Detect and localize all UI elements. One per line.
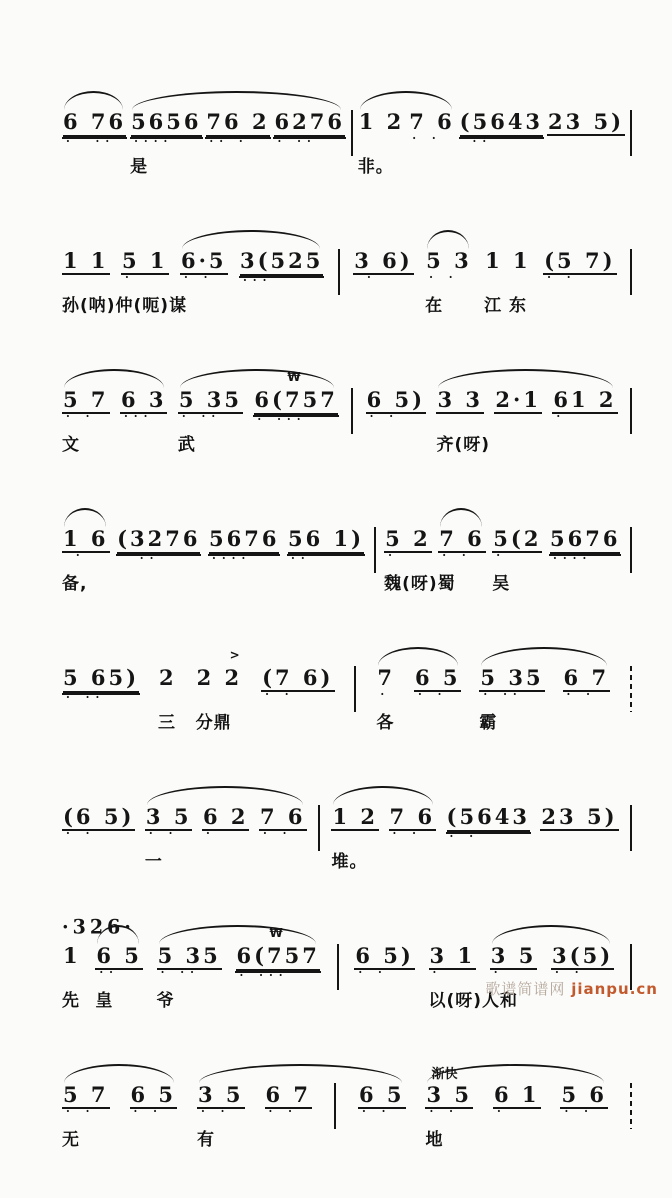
lyric-text: 武	[177, 435, 196, 455]
note-numbers: 5 35	[480, 665, 544, 690]
note-numbers: 1	[63, 943, 81, 968]
octave-dots	[158, 692, 178, 699]
note-group	[492, 526, 542, 594]
note-numbers: 6·5	[180, 248, 227, 273]
octave-dots: ·	[496, 549, 507, 562]
octave-dots	[62, 275, 110, 282]
note-numbers: 5(2	[493, 526, 542, 551]
note-numbers: 3(5)	[552, 943, 614, 968]
note-group	[62, 110, 127, 170]
note-numbers: 5 2	[385, 526, 431, 551]
note-numbers: 3 5	[426, 1082, 472, 1107]
note-group	[95, 943, 143, 1011]
note-numbers: 1 6	[63, 526, 109, 551]
slur-arc	[132, 91, 341, 110]
note-group	[62, 387, 110, 455]
note-group	[438, 527, 486, 587]
note-numbers: 1 2	[332, 804, 379, 829]
note-numbers: 5 1	[121, 248, 168, 273]
note-group	[494, 388, 542, 448]
music-line	[62, 86, 634, 188]
lyric-text: 在	[425, 296, 444, 316]
note-group	[425, 248, 473, 316]
octave-dots	[196, 692, 244, 699]
note-group	[121, 249, 169, 309]
note-numbers: (5643	[446, 805, 531, 834]
octave-dots: · ·	[268, 1105, 298, 1118]
octave-dots: ·· ·	[209, 135, 249, 148]
note-numbers: 5 3	[426, 248, 472, 273]
lyric-text: 吴	[492, 574, 511, 594]
octave-dots: ···	[242, 274, 273, 287]
octave-dots: ·	[388, 549, 398, 562]
note-numbers: 3 1	[429, 943, 476, 968]
lyric-text: 霸	[479, 713, 498, 733]
note-group	[62, 805, 135, 865]
note-numbers: 1 2	[358, 109, 405, 134]
octave-dots: · ·	[201, 1105, 231, 1118]
octave-dots: · ···	[239, 969, 289, 982]
barline	[630, 249, 632, 295]
note-group	[156, 943, 222, 1011]
note-numbers: 3(525	[239, 249, 324, 278]
slur-arc	[438, 369, 613, 388]
note-group	[366, 388, 426, 448]
octave-dots: · ·	[369, 410, 400, 423]
slur-arc	[64, 508, 106, 527]
note-group	[253, 370, 338, 448]
note-numbers: 6 5)	[355, 943, 414, 968]
note-numbers: (5643	[459, 110, 544, 139]
octave-dots: ··	[99, 966, 120, 979]
note-group	[459, 110, 544, 170]
lyric-text: 孙(呐)仲(呃)谋	[62, 296, 188, 316]
note-numbers: 6 5)	[366, 387, 426, 412]
note-group	[560, 1083, 608, 1143]
octave-dots	[358, 136, 406, 143]
note-numbers: 5 7	[63, 387, 109, 412]
octave-dots	[484, 275, 532, 282]
note-group	[354, 944, 414, 1004]
music-line	[62, 503, 634, 605]
octave-dots: · ···	[257, 413, 307, 426]
note-numbers: 6(757	[253, 388, 338, 417]
note-numbers: 7 6	[389, 804, 436, 829]
barline	[630, 388, 632, 434]
note-numbers: 6 1	[493, 1082, 540, 1107]
octave-dots: · ·	[265, 688, 295, 701]
octave-dots: ····	[134, 135, 174, 148]
slur-arc	[333, 786, 433, 805]
note-group	[493, 1083, 541, 1143]
octave-dots: · ··	[66, 135, 116, 148]
note-numbers: 6 5	[358, 1082, 405, 1107]
slur-arc	[481, 647, 607, 666]
note-group	[547, 110, 625, 170]
tempo-annotation: 渐快	[431, 1067, 458, 1082]
note-group	[265, 1083, 313, 1143]
note-numbers: 6 7	[265, 1082, 312, 1107]
note-numbers: 6 76	[62, 110, 127, 139]
music-line	[62, 364, 634, 466]
note-numbers: 5 65)	[62, 666, 140, 695]
note-numbers: (6 5)	[63, 804, 135, 829]
note-numbers: 76 2	[205, 110, 270, 139]
octave-dots: · ·	[547, 271, 577, 284]
note-numbers: 5676	[549, 527, 621, 556]
barline	[630, 110, 632, 156]
octave-dots: ·	[556, 410, 567, 423]
note-numbers: 23 5)	[541, 804, 618, 829]
octave-dots: ·	[66, 549, 86, 562]
note-numbers: 7 6	[439, 526, 485, 551]
note-numbers: 3 5	[490, 943, 537, 968]
barline	[338, 249, 340, 295]
note-numbers: (7 6)	[262, 665, 334, 690]
note-numbers: (5 7)	[544, 248, 616, 273]
octave-dots: · ·	[361, 1105, 392, 1118]
lyric-text: 齐(呀)	[436, 435, 491, 455]
lyric-text: 三	[158, 713, 177, 733]
octave-dots: · ·	[566, 688, 597, 701]
note-group	[208, 527, 280, 587]
note-numbers: 2 2	[196, 665, 243, 690]
note-numbers: 1 1	[63, 248, 109, 273]
octave-dots: · ·	[564, 1105, 594, 1118]
note-numbers: 5676	[208, 527, 280, 556]
note-group	[120, 388, 168, 448]
octave-dots: ··	[120, 552, 160, 565]
octave-dots: · ··	[181, 410, 222, 423]
octave-dots: · ·	[358, 966, 388, 979]
note-group	[287, 527, 365, 587]
octave-dots: · ··	[483, 688, 523, 701]
music-line	[62, 920, 634, 1022]
note-numbers: 2	[159, 665, 177, 690]
lyric-text: 备,	[62, 574, 88, 594]
dashed-barline	[630, 666, 632, 712]
note-group	[158, 665, 178, 733]
note-group	[62, 526, 110, 594]
note-group	[384, 526, 456, 594]
note-numbers: 6(757	[235, 944, 320, 973]
octave-dots: ·	[205, 827, 226, 840]
lyric-text: 魏(呀)蜀	[384, 574, 456, 594]
note-numbers: 5 35	[178, 387, 243, 412]
lyric-text: 江 东	[484, 296, 528, 316]
lyric-text: 文	[62, 435, 80, 455]
octave-dots: · ·	[66, 1105, 96, 1118]
note-group	[543, 249, 616, 309]
octave-dots	[436, 414, 484, 421]
music-line	[62, 225, 634, 327]
note-group	[425, 1067, 473, 1150]
octave-dots: · ··	[66, 691, 106, 704]
octave-dots: ·	[380, 688, 391, 701]
note-group	[408, 110, 456, 170]
lyric-text: 堆。	[331, 852, 368, 872]
lyric-text: 非。	[357, 157, 394, 177]
octave-dots: ·	[432, 966, 453, 979]
octave-dots: · ·	[412, 132, 442, 145]
octave-dots	[547, 136, 625, 143]
slur-arc	[360, 91, 452, 110]
octave-dots: · ·	[417, 688, 448, 701]
note-numbers: (3276	[116, 527, 201, 556]
barline	[337, 944, 339, 990]
note-group	[130, 109, 202, 177]
note-numbers: 6 5	[96, 943, 142, 968]
note-group	[552, 388, 617, 448]
note-group	[563, 666, 611, 726]
note-numbers: 3 6)	[354, 248, 413, 273]
note-group	[195, 648, 244, 733]
slur-arc	[64, 91, 123, 110]
note-group	[358, 1083, 406, 1143]
slur-arc	[64, 369, 164, 388]
slur-arc	[159, 925, 316, 944]
note-numbers: 1 1	[485, 248, 531, 273]
octave-dots: · ·	[262, 827, 293, 840]
slur-arc	[182, 230, 320, 249]
octave-dots: ·	[493, 966, 514, 979]
note-numbers: 7 6	[409, 109, 455, 134]
octave-dots: · ·	[392, 827, 423, 840]
note-group	[436, 387, 491, 455]
octave-dots: ···	[123, 410, 154, 423]
note-group	[62, 943, 82, 1011]
note-numbers: 7 6	[259, 804, 306, 829]
lyric-text: 一	[144, 852, 163, 872]
note-group	[144, 804, 193, 872]
note-numbers: 3 5	[198, 1082, 244, 1107]
accent-mark: >	[229, 648, 240, 662]
octave-dots: · ·	[442, 549, 472, 562]
trill-ornament-mark: ₩	[269, 926, 283, 940]
trill-ornament-mark: ₩	[287, 370, 301, 384]
note-group	[62, 1082, 110, 1150]
note-numbers: 6 3	[120, 387, 167, 412]
score	[62, 86, 634, 1198]
barline	[334, 1083, 336, 1129]
note-numbers: 3 5	[145, 804, 192, 829]
octave-dots: · ·	[133, 1105, 163, 1118]
note-numbers: 6 7	[563, 665, 610, 690]
note-group	[357, 109, 406, 177]
octave-dots	[331, 831, 379, 838]
octave-dots: · ·	[429, 271, 459, 284]
note-group	[116, 527, 201, 587]
note-numbers: 5 35	[157, 943, 221, 968]
note-numbers: 23 5)	[547, 109, 625, 134]
octave-dots: ·	[124, 271, 135, 284]
lyric-text: 地	[425, 1130, 444, 1150]
octave-dots: · ·	[66, 827, 96, 840]
note-numbers: 6 5	[414, 665, 461, 690]
octave-dots	[62, 970, 82, 977]
octave-dots: ··	[462, 135, 493, 148]
music-line	[62, 642, 634, 744]
music-line	[62, 781, 634, 883]
octave-dots: · ··	[160, 966, 200, 979]
note-numbers: 5 6	[561, 1082, 607, 1107]
note-numbers: 2·1	[495, 387, 541, 412]
octave-dots: · ·	[429, 1105, 459, 1118]
slur-arc	[427, 230, 469, 249]
note-group	[484, 248, 532, 316]
note-group	[353, 249, 413, 309]
lyric-text: 分鼎	[195, 713, 232, 733]
note-group	[62, 666, 140, 726]
note-group	[197, 1082, 245, 1150]
note-group	[331, 804, 379, 872]
note-group	[180, 249, 228, 309]
note-group	[376, 665, 396, 733]
octave-dots: · ·	[449, 830, 480, 843]
note-numbers: 61 2	[553, 387, 617, 412]
slur-arc	[199, 1064, 402, 1083]
note-group	[273, 110, 345, 170]
lyric-text: 各	[376, 713, 395, 733]
barline	[354, 666, 356, 712]
dashed-barline	[630, 1083, 632, 1129]
barline	[351, 388, 353, 434]
note-numbers: 5656	[130, 110, 202, 139]
note-numbers: 7	[377, 665, 395, 690]
barline	[374, 527, 376, 573]
octave-dots: · ·	[66, 410, 96, 423]
barline	[630, 527, 632, 573]
page-number: ·326·	[62, 915, 135, 939]
lyric-text: 以(呀)人和	[428, 991, 519, 1011]
lyric-text: 爷	[156, 991, 175, 1011]
note-group	[259, 805, 307, 865]
lyric-text: 皇	[95, 991, 114, 1011]
note-numbers: 6276	[273, 110, 345, 139]
slur-arc	[492, 925, 610, 944]
note-group	[205, 110, 270, 170]
octave-dots: · ·	[555, 966, 585, 979]
note-numbers: 3 3	[437, 387, 484, 412]
slur-arc	[64, 1064, 174, 1083]
note-group	[414, 666, 462, 726]
octave-dots: ··	[290, 552, 321, 565]
octave-dots: · ·	[183, 271, 214, 284]
octave-dots: · ··	[277, 135, 317, 148]
note-numbers: 6 2	[202, 804, 249, 829]
music-line	[62, 1059, 634, 1161]
lyric-text: 无	[62, 1130, 80, 1150]
octave-dots: · ·	[148, 827, 179, 840]
lyric-text: 先	[62, 991, 80, 1011]
note-group	[479, 665, 544, 733]
octave-dots	[494, 414, 542, 421]
slur-arc	[378, 647, 458, 666]
lyric-text: 有	[197, 1130, 215, 1150]
note-numbers: 5 7	[63, 1082, 109, 1107]
barline	[351, 110, 353, 156]
note-numbers: 6 5	[130, 1082, 177, 1107]
watermark-site-name: 歌谱简谱网	[485, 980, 566, 998]
note-group	[235, 926, 320, 1004]
barline	[318, 805, 320, 851]
octave-dots: ····	[212, 552, 252, 565]
slur-arc	[180, 369, 334, 388]
octave-dots: ·	[496, 1105, 517, 1118]
octave-dots: ·	[357, 271, 377, 284]
octave-dots	[540, 831, 618, 838]
watermark-url: jianpu.cn	[571, 980, 658, 998]
lyric-text: 是	[130, 157, 149, 177]
slur-arc	[147, 786, 303, 805]
barline	[630, 805, 632, 851]
note-group	[261, 666, 334, 726]
note-group	[177, 387, 243, 455]
note-group	[202, 805, 250, 865]
watermark	[485, 978, 658, 999]
octave-dots: ····	[553, 552, 593, 565]
note-group	[389, 805, 437, 865]
note-group	[540, 805, 618, 865]
note-group	[549, 527, 621, 587]
note-group	[130, 1083, 178, 1143]
slur-arc	[440, 508, 482, 527]
note-group	[239, 249, 324, 309]
note-group	[446, 805, 531, 865]
note-numbers: 56 1)	[287, 527, 365, 556]
